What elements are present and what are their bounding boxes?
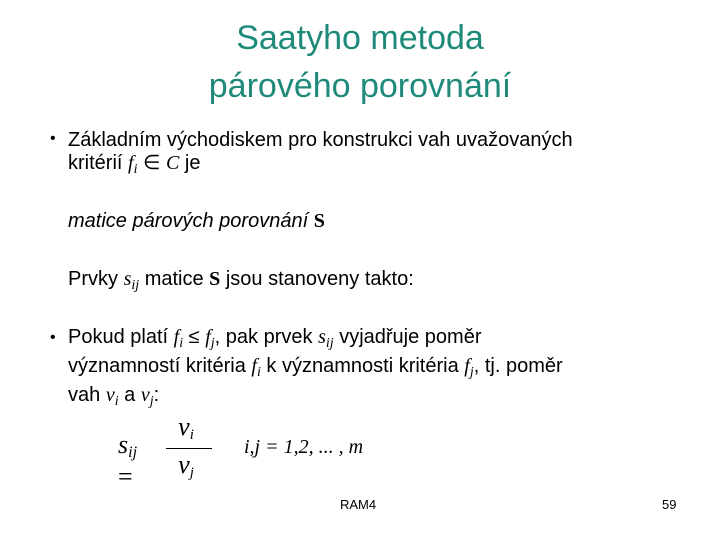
symbol-s: s xyxy=(318,326,326,348)
slide-title xyxy=(0,14,720,110)
formula-s: s xyxy=(118,430,129,459)
numerator-i: i xyxy=(189,427,194,443)
text-prvky: Prvky xyxy=(68,268,118,290)
text-k-vyznamnosti: k významnosti kritéria xyxy=(266,355,459,377)
text-a: a xyxy=(124,384,136,406)
numerator-v: v xyxy=(178,412,190,441)
symbol-f: f xyxy=(251,355,257,377)
title-line-2: párového porovnání xyxy=(208,67,512,105)
symbol-S: S xyxy=(313,210,325,232)
denominator-j: j xyxy=(189,465,194,481)
symbol-f: f xyxy=(464,355,470,377)
text-pokud-plati: Pokud platí xyxy=(68,326,169,348)
text-tj-pomer: tj. poměr xyxy=(484,355,563,377)
bullet-2-text xyxy=(68,326,690,413)
denominator-v: v xyxy=(178,450,190,479)
formula-equals: = xyxy=(118,462,133,491)
bullet-2-line-3 xyxy=(68,384,690,413)
text-matice: matice xyxy=(144,268,204,290)
subscript-ij: ij xyxy=(325,336,334,351)
bullet-dot-icon: • xyxy=(50,130,56,147)
bullet-1-line-1: Základním východiskem pro konstrukci vah uvažovaných xyxy=(68,129,573,151)
bullet-dot-icon: • xyxy=(50,329,56,346)
symbol-f: f xyxy=(205,326,211,348)
text-je: je xyxy=(184,152,201,174)
subscript-ij: ij xyxy=(131,278,140,293)
bullet-1-line-2 xyxy=(68,152,690,181)
formula-denominator xyxy=(164,450,208,482)
symbol-v: v xyxy=(105,384,115,406)
text-stanoveny: jsou stanoveny takto: xyxy=(225,268,414,290)
comma: , xyxy=(473,355,480,377)
colon: : xyxy=(153,384,160,406)
subscript-i: i xyxy=(179,336,184,351)
symbol-element-of: ∈ xyxy=(143,152,161,174)
symbol-f: f xyxy=(173,326,180,348)
title-line-1: Saatyho metoda xyxy=(236,19,484,57)
matrix-line xyxy=(68,210,690,233)
subscript-i: i xyxy=(114,394,119,409)
footer-center: RAM4 xyxy=(340,497,377,512)
symbol-v: v xyxy=(140,384,150,406)
text-vyjadruje: vyjadřuje poměr xyxy=(339,326,482,348)
subscript-i: i xyxy=(256,365,261,380)
range-text: i,j = 1,2, ... , m xyxy=(244,436,364,458)
text-pak-prvek: pak prvek xyxy=(225,326,313,348)
bullet-2-line-1 xyxy=(68,326,690,355)
subscript-j: j xyxy=(469,365,474,380)
text-kriterii: kritérií xyxy=(68,152,123,174)
formula-ij: ij xyxy=(128,444,138,461)
bullet-2-line-2 xyxy=(68,355,690,384)
symbol-S: S xyxy=(209,268,221,290)
bullet-1-text xyxy=(68,129,690,181)
fraction-bar xyxy=(166,448,212,449)
symbol-f: f xyxy=(128,152,134,174)
symbol-C: C xyxy=(166,152,180,174)
subscript-i: i xyxy=(133,162,138,177)
formula-numerator xyxy=(164,412,208,444)
symbol-s: s xyxy=(123,268,132,290)
symbol-le: ≤ xyxy=(188,326,200,348)
matrix-text: matice párových porovnání xyxy=(68,210,309,232)
elements-line xyxy=(68,268,690,297)
subscript-j: j xyxy=(149,394,154,409)
formula-range xyxy=(244,436,363,459)
subscript-j: j xyxy=(210,336,215,351)
text-vah: vah xyxy=(68,384,101,406)
comma: , xyxy=(214,326,221,348)
text-vyznamnosti: významností kritéria xyxy=(68,355,246,377)
formula-lhs xyxy=(118,430,137,492)
page-number: 59 xyxy=(662,497,677,512)
